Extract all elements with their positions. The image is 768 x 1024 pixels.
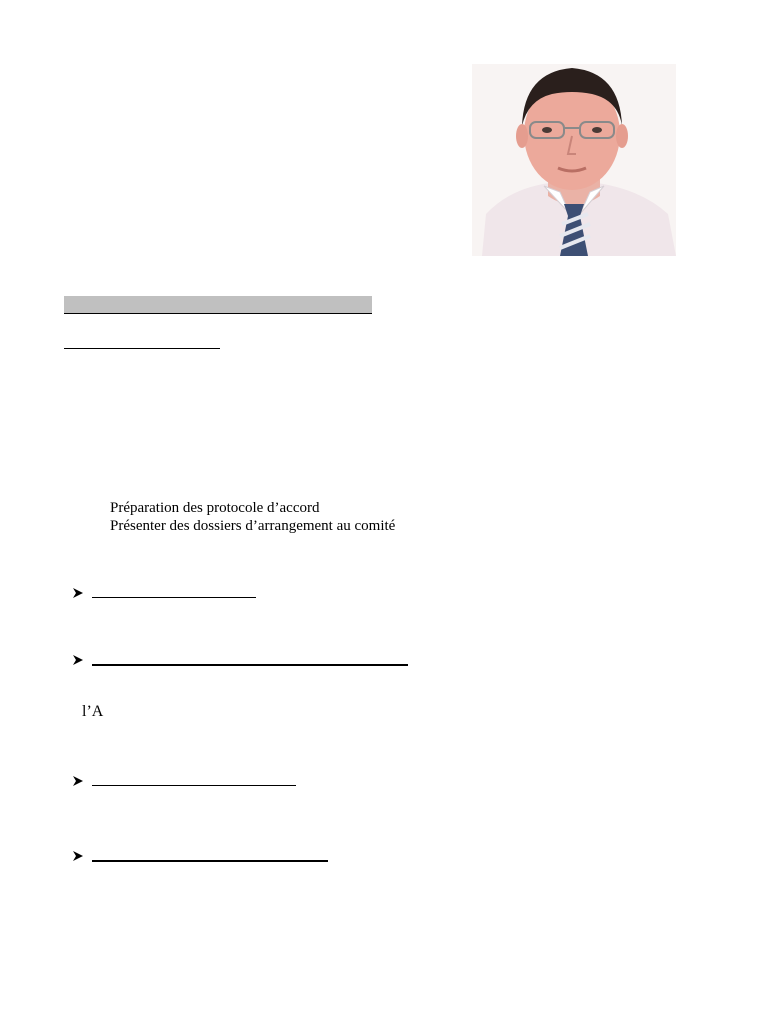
arrow-bullet-icon	[72, 654, 84, 666]
text-fragment: l’A	[82, 703, 104, 720]
arrow-bullet-icon	[72, 850, 84, 862]
arrow-bullet-icon	[72, 775, 84, 787]
arrow-bullet-icon	[72, 587, 84, 599]
profile-photo	[472, 64, 676, 256]
bullet-underline	[92, 860, 328, 862]
subheading-underline	[64, 348, 220, 349]
body-text-line-2: Présenter des dossiers d’arrangement au comité	[110, 518, 396, 534]
section-heading-bar	[64, 296, 372, 314]
bullet-underline	[92, 785, 296, 786]
bullet-underline	[92, 664, 408, 666]
portrait-photo-icon	[472, 64, 676, 256]
body-text-line-1: Préparation des protocole d’accord	[110, 500, 320, 516]
bullet-underline	[92, 597, 256, 598]
